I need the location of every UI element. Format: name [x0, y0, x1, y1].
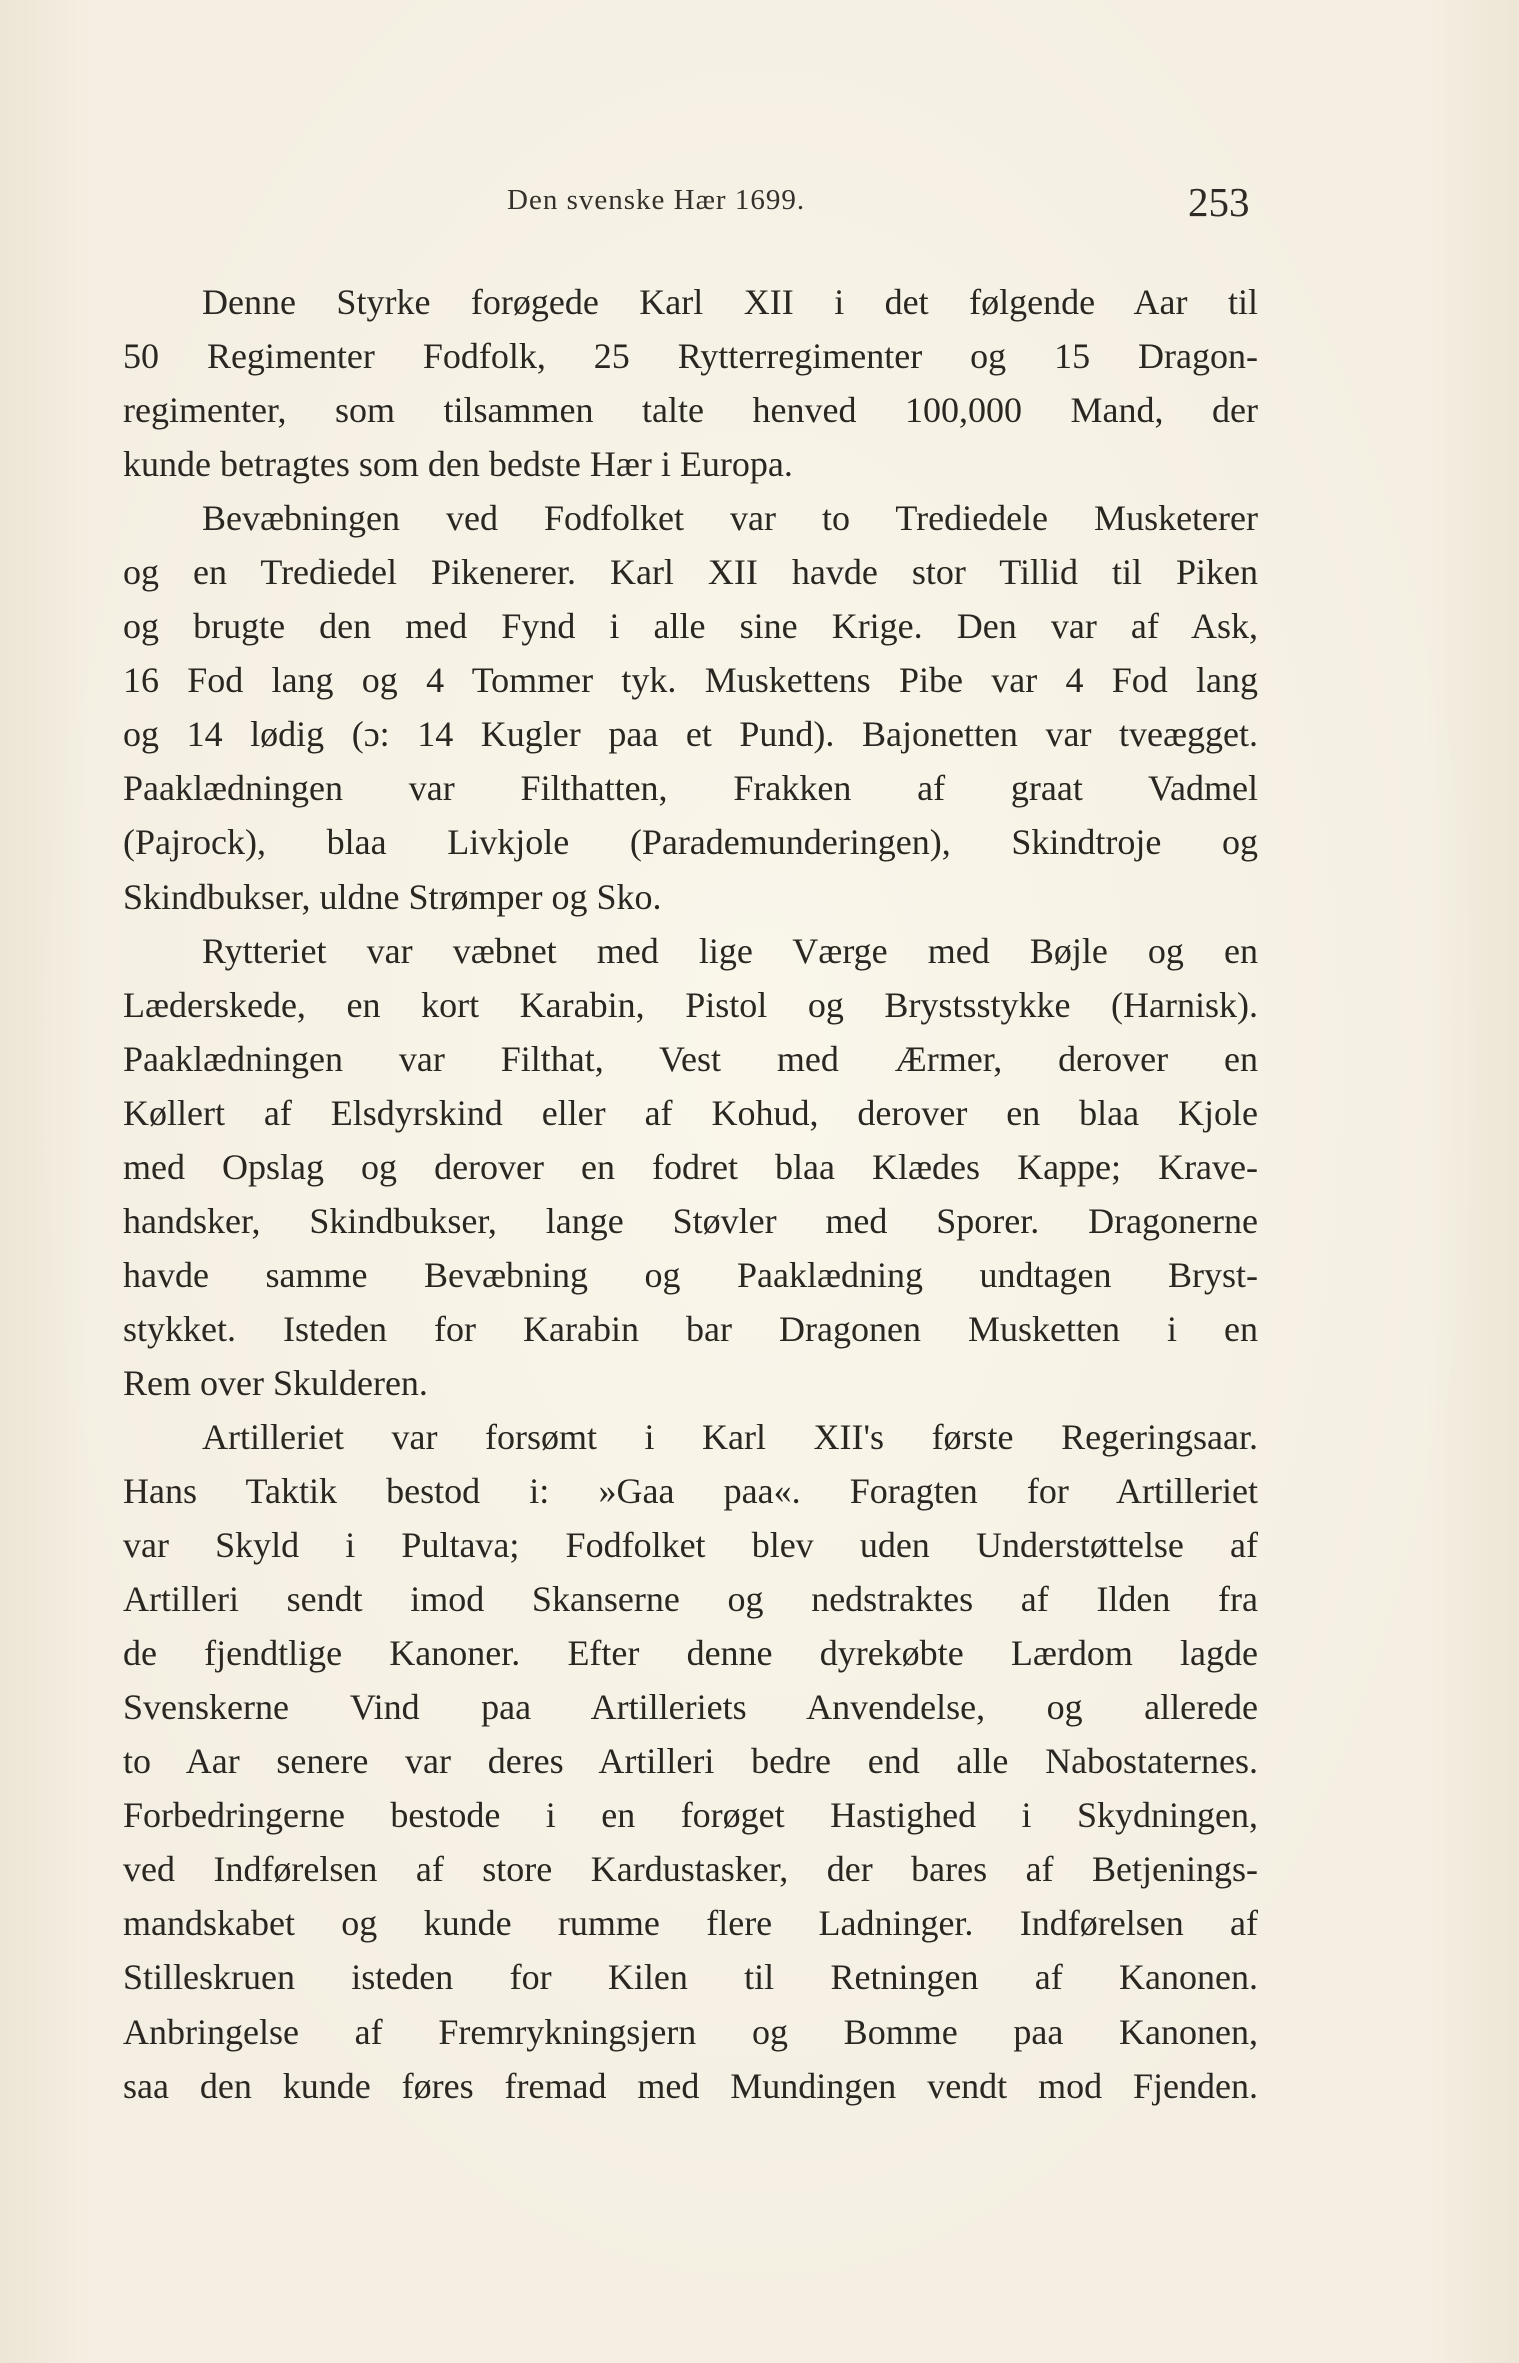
body-text: [123, 275, 1258, 2113]
text-line: kunde betragtes som den bedste Hær i Europa.: [123, 444, 793, 485]
text-line: Artilleriet var forsømt i Karl XII's første Regeringsaar.: [202, 1416, 1258, 1457]
text-line: Læderskede, en kort Karabin, Pistol og Brystsstykke (Harnisk).: [123, 984, 1258, 1025]
text-line: havde samme Bevæbning og Paaklædning undtagen Bryst-: [123, 1254, 1258, 1295]
text-line: handsker, Skindbukser, lange Støvler med Sporer. Dragonerne: [123, 1200, 1258, 1241]
text-line: regimenter, som tilsammen talte henved 100,000 Mand, der: [123, 390, 1258, 431]
text-line: Skindbukser, uldne Strømper og Sko.: [123, 876, 662, 917]
text-line: og brugte den med Fynd i alle sine Krige. Den var af Ask,: [123, 606, 1258, 647]
text-line: de fjendtlige Kanoner. Efter denne dyrekøbte Lærdom lagde: [123, 1633, 1258, 1674]
text-line: var Skyld i Pultava; Fodfolket blev uden Understøttelse af: [123, 1525, 1258, 1566]
text-line: to Aar senere var deres Artilleri bedre end alle Nabostaternes.: [123, 1741, 1258, 1782]
text-line: Anbringelse af Fremrykningsjern og Bomme paa Kanonen,: [123, 2011, 1258, 2052]
text-line: med Opslag og derover en fodret blaa Klædes Kappe; Krave-: [123, 1146, 1258, 1187]
text-line: Forbedringerne bestode i en forøget Hastighed i Skydningen,: [123, 1795, 1258, 1836]
running-title: Den svenske Hær 1699.: [507, 184, 806, 216]
text-line: Stilleskruen isteden for Kilen til Retningen af Kanonen.: [123, 1957, 1258, 1998]
text-line: og 14 lødig (ɔ: 14 Kugler paa et Pund). Bajonetten var tveægget.: [123, 714, 1258, 755]
text-line: Artilleri sendt imod Skanserne og nedstraktes af Ilden fra: [123, 1579, 1258, 1620]
text-line: og en Trediedel Pikenerer. Karl XII havde stor Tillid til Piken: [123, 552, 1258, 593]
text-line: Hans Taktik bestod i: »Gaa paa«. Foragten for Artilleriet: [123, 1471, 1258, 1512]
running-head: [0, 176, 1519, 236]
text-line: 16 Fod lang og 4 Tommer tyk. Muskettens Pibe var 4 Fod lang: [123, 660, 1258, 701]
text-line: Paaklædningen var Filthat, Vest med Ærmer, derover en: [123, 1038, 1258, 1079]
text-line: Svenskerne Vind paa Artilleriets Anvendelse, og allerede: [123, 1687, 1258, 1728]
text-line: Denne Styrke forøgede Karl XII i det følgende Aar til: [202, 282, 1258, 322]
text-line: ved Indførelsen af store Kardustasker, der bares af Betjenings-: [123, 1849, 1258, 1890]
text-line: Rytteriet var væbnet med lige Værge med Bøjle og en: [202, 930, 1258, 971]
text-line: 50 Regimenter Fodfolk, 25 Rytterregimenter og 15 Dragon-: [123, 336, 1258, 377]
text-line: (Pajrock), blaa Livkjole (Parademunderingen), Skindtroje og: [123, 822, 1258, 863]
page-number: 253: [1188, 179, 1250, 225]
text-line: Køllert af Elsdyrskind eller af Kohud, derover en blaa Kjole: [123, 1092, 1258, 1133]
text-line: Rem over Skulderen.: [123, 1362, 428, 1403]
text-line: Paaklædningen var Filthatten, Frakken af graat Vadmel: [123, 768, 1258, 809]
text-line: saa den kunde føres fremad med Mundingen vendt mod Fjenden.: [123, 2065, 1258, 2106]
text-line: mandskabet og kunde rumme flere Ladninger. Indførelsen af: [123, 1903, 1258, 1944]
text-line: Bevæbningen ved Fodfolket var to Trediedele Musketerer: [202, 498, 1258, 539]
text-line: stykket. Isteden for Karabin bar Dragonen Musketten i en: [123, 1308, 1258, 1349]
